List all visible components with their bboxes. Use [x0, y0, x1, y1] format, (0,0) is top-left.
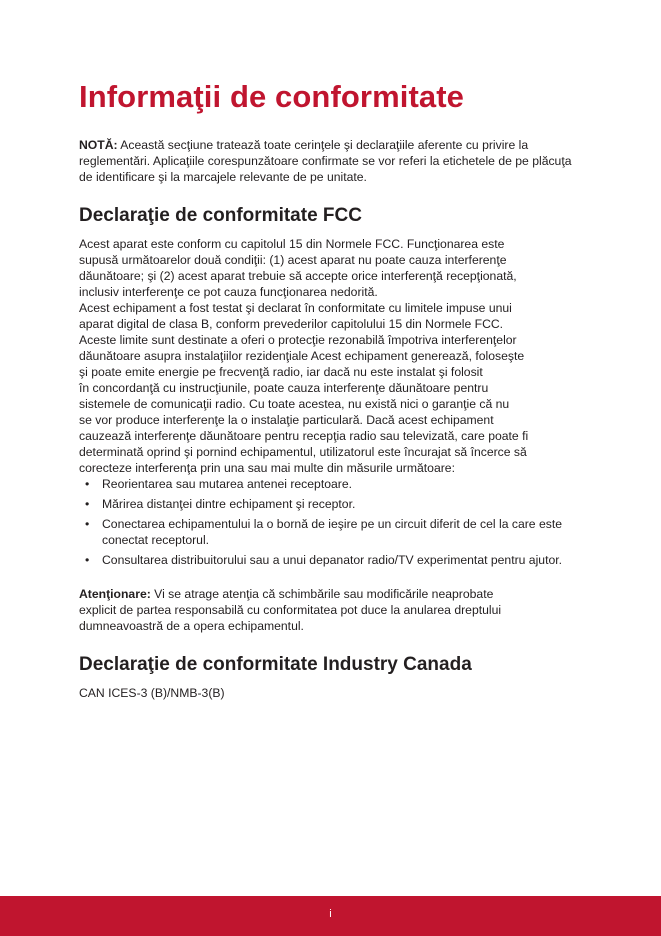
warning-label: Atenţionare:	[79, 587, 151, 601]
bullet-icon: •	[85, 497, 90, 511]
fcc-heading: Declaraţie de conformitate FCC	[79, 205, 362, 226]
list-item	[79, 552, 584, 568]
fcc-line: se vor produce interferenţe la o instalaţie particulară. Dacă acest echipament	[79, 413, 494, 427]
list-item	[79, 476, 584, 492]
footer-bar	[0, 896, 661, 936]
fcc-line: sistemele de comunicaţii radio. Cu toate acestea, nu există nici o garanţie că nu	[79, 397, 510, 411]
page-number: i	[329, 908, 332, 920]
fcc-line: şi poate emite energie pe frecvenţă radio, iar dacă nu este instalat şi folosit	[79, 365, 483, 379]
warning-line	[79, 586, 579, 602]
fcc-line: Acest echipament a fost testat şi declarat în conformitate cu limitele impuse unui	[79, 301, 512, 315]
fcc-line: corecteze interferenţa prin una sau mai multe din măsurile următoare:	[79, 461, 455, 475]
list-item	[79, 496, 584, 512]
fcc-body	[79, 236, 584, 476]
note-paragraph	[79, 137, 579, 185]
list-item-text: Mărirea distanţei dintre echipament şi receptor.	[102, 497, 356, 511]
fcc-line: dăunătoare asupra instalaţiilor rezidenţiale Acest echipament generează, foloseşte	[79, 349, 525, 363]
fcc-line: aparat digital de clasa B, conform prevederilor capitolului 15 din Normele FCC.	[79, 317, 504, 331]
warning-paragraph	[79, 586, 579, 634]
page-title: Informaţii de conformitate	[79, 79, 464, 114]
warning-line: dumneavoastră de a opera echipamentul.	[79, 619, 304, 633]
fcc-line: inclusiv interferenţe ce pot cauza funcţionarea nedorită.	[79, 285, 378, 299]
fcc-line: dăunătoare; şi (2) acest aparat trebuie să accepte orice interferenţă recepţionată,	[79, 269, 517, 283]
bullet-icon: •	[85, 477, 90, 491]
list-item-text: Conectarea echipamentului la o bornă de ieşire pe un circuit diferit de cel la care este conectat receptorul.	[102, 517, 563, 547]
fcc-line: în concordanţă cu instrucţiunile, poate cauza interferenţe dăunătoare pentru	[79, 381, 489, 395]
warning-line: explicit de partea responsabilă cu conformitatea pot duce la anularea dreptului	[79, 603, 502, 617]
list-item-text: Consultarea distribuitorului sau a unui depanator radio/TV experimentat pentru ajutor.	[102, 553, 563, 567]
industry-canada-text: CAN ICES-3 (B)/NMB-3(B)	[79, 686, 225, 700]
list-item	[79, 516, 584, 548]
note-text: Această secţiune tratează toate cerinţele şi declaraţiile aferente cu privire la reglementări. Aplicaţiile corespunzătoare confirmate se vor referi la etichetele de pe plăcuţa de identificare şi la marcajele relevante de pe unitate.	[79, 138, 572, 184]
list-item-text: Reorientarea sau mutarea antenei receptoare.	[102, 477, 352, 491]
note-label: NOTĂ:	[79, 138, 118, 152]
fcc-line: supusă următoarelor două condiţii: (1) acest aparat nu poate cauza interferenţe	[79, 253, 507, 267]
fcc-measures-list	[79, 476, 584, 572]
fcc-line: Acest aparat este conform cu capitolul 15 din Normele FCC. Funcţionarea este	[79, 237, 505, 251]
industry-canada-heading: Declaraţie de conformitate Industry Canada	[79, 654, 472, 675]
fcc-line: Aceste limite sunt destinate a oferi o protecţie rezonabilă împotriva interferenţelor	[79, 333, 517, 347]
bullet-icon: •	[85, 517, 90, 531]
bullet-icon: •	[85, 553, 90, 567]
fcc-line: cauzează interferenţe dăunătoare pentru recepţia radio sau televizată, care poate fi	[79, 429, 529, 443]
warning-text: Vi se atrage atenţia că schimbările sau modificările neaprobate	[150, 587, 494, 601]
fcc-line: determinată oprind şi pornind echipamentul, utilizatorul este încurajat să încerce să	[79, 445, 527, 459]
